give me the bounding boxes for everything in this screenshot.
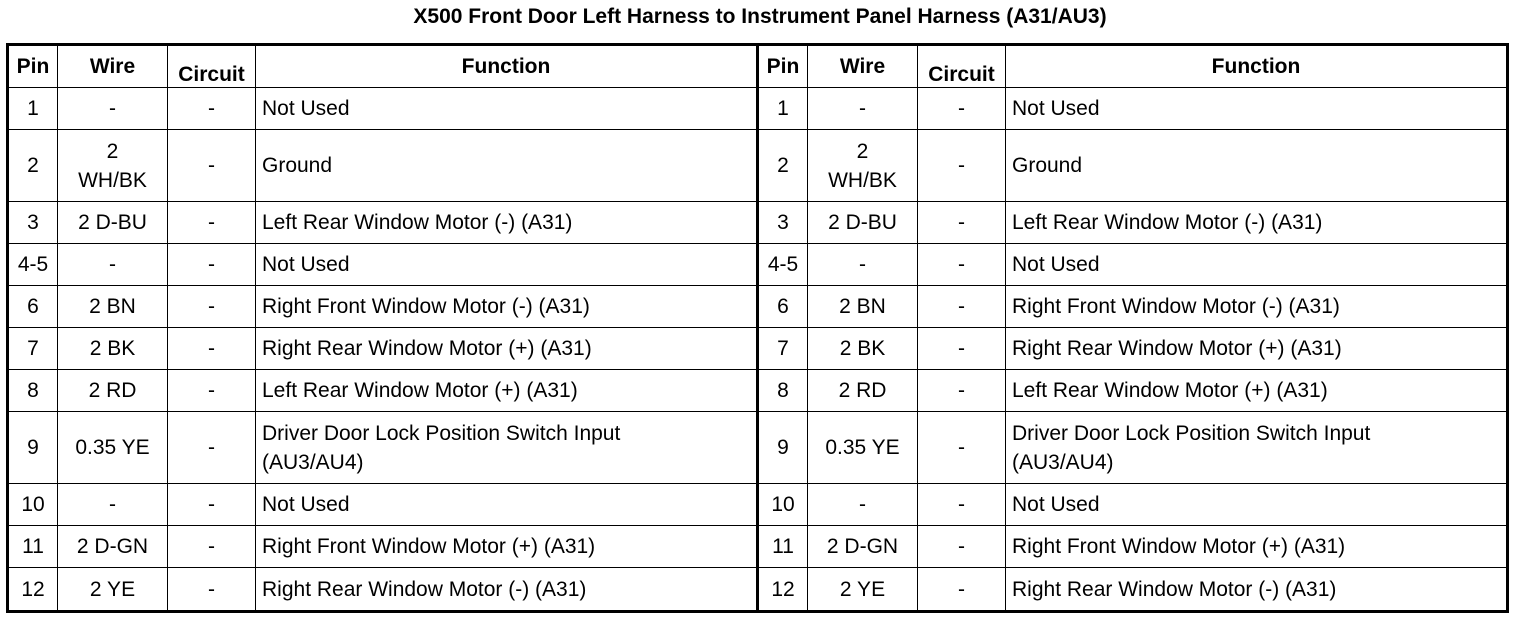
page-title: X500 Front Door Left Harness to Instrument Panel Harness (A31/AU3) — [413, 5, 1107, 28]
wire-cell: - — [58, 244, 168, 286]
pinout-table — [6, 43, 1509, 613]
wire-cell: 2 RD — [58, 370, 168, 412]
header-row — [8, 45, 1508, 88]
function-cell: Right Rear Window Motor (+) (A31) — [256, 328, 758, 370]
pin-cell: 2 — [758, 130, 808, 202]
wire-cell: - — [58, 88, 168, 130]
pin-cell: 1 — [758, 88, 808, 130]
table-row — [8, 526, 1508, 568]
header-wire: Wire — [58, 45, 168, 88]
circuit-cell: - — [918, 526, 1006, 568]
table-row — [8, 328, 1508, 370]
wire-cell: 2 D-GN — [808, 526, 918, 568]
wire-cell: 2 D-BU — [58, 202, 168, 244]
function-line: (AU3/AU4) — [1012, 450, 1114, 474]
pin-cell: 11 — [758, 526, 808, 568]
header-function: Function — [1006, 45, 1508, 88]
table-row — [8, 412, 1508, 484]
function-cell: Left Rear Window Motor (+) (A31) — [256, 370, 758, 412]
pin-cell: 4-5 — [8, 244, 58, 286]
circuit-cell: - — [918, 568, 1006, 612]
pin-cell: 11 — [8, 526, 58, 568]
function-cell: Right Front Window Motor (-) (A31) — [256, 286, 758, 328]
circuit-cell: - — [918, 484, 1006, 526]
pin-cell: 4-5 — [758, 244, 808, 286]
pin-cell: 12 — [8, 568, 58, 612]
wire-cell: 2 BK — [808, 328, 918, 370]
wire-cell: 2 D-GN — [58, 526, 168, 568]
wire-color: WH/BK — [78, 168, 147, 192]
function-cell: Not Used — [1006, 88, 1508, 130]
table-row — [8, 568, 1508, 612]
circuit-cell: - — [918, 328, 1006, 370]
wire-cell: 0.35 YE — [808, 412, 918, 484]
function-cell — [1006, 412, 1508, 484]
function-line: Driver Door Lock Position Switch Input — [1012, 421, 1371, 445]
header-function: Function — [256, 45, 758, 88]
circuit-cell: - — [168, 328, 256, 370]
header-pin: Pin — [8, 45, 58, 88]
function-cell: Right Front Window Motor (+) (A31) — [1006, 526, 1508, 568]
circuit-cell: - — [918, 244, 1006, 286]
pin-cell: 8 — [758, 370, 808, 412]
wire-cell — [808, 130, 918, 202]
circuit-cell: - — [918, 412, 1006, 484]
function-cell: Right Front Window Motor (-) (A31) — [1006, 286, 1508, 328]
wire-cell: 2 YE — [808, 568, 918, 612]
function-cell: Not Used — [1006, 484, 1508, 526]
table-row — [8, 202, 1508, 244]
wire-cell — [58, 130, 168, 202]
function-cell: Not Used — [256, 244, 758, 286]
header-pin: Pin — [758, 45, 808, 88]
wire-cell: 0.35 YE — [58, 412, 168, 484]
function-cell: Left Rear Window Motor (+) (A31) — [1006, 370, 1508, 412]
table-row — [8, 88, 1508, 130]
function-cell: Not Used — [256, 88, 758, 130]
circuit-cell: - — [918, 202, 1006, 244]
function-cell: Right Front Window Motor (+) (A31) — [256, 526, 758, 568]
pin-cell: 12 — [758, 568, 808, 612]
pin-cell: 6 — [8, 286, 58, 328]
wire-gauge: 2 — [106, 139, 119, 163]
table-row — [8, 484, 1508, 526]
function-cell: Ground — [1006, 130, 1508, 202]
wire-cell: - — [808, 88, 918, 130]
wire-cell: - — [808, 244, 918, 286]
pin-cell: 3 — [8, 202, 58, 244]
circuit-cell: - — [168, 412, 256, 484]
function-line: Driver Door Lock Position Switch Input — [262, 421, 621, 445]
circuit-cell: - — [168, 370, 256, 412]
function-cell: Ground — [256, 130, 758, 202]
circuit-cell: - — [168, 568, 256, 612]
pin-cell: 10 — [758, 484, 808, 526]
wire-cell: 2 BN — [58, 286, 168, 328]
wire-cell: 2 BN — [808, 286, 918, 328]
wire-color: WH/BK — [828, 168, 897, 192]
circuit-cell: - — [168, 526, 256, 568]
wire-gauge: 2 — [856, 139, 869, 163]
circuit-cell: - — [168, 202, 256, 244]
function-cell: Not Used — [1006, 244, 1508, 286]
circuit-cell: - — [918, 88, 1006, 130]
pin-cell: 9 — [8, 412, 58, 484]
pin-cell: 2 — [8, 130, 58, 202]
header-circuit: Circuit — [918, 45, 1006, 88]
function-cell: Not Used — [256, 484, 758, 526]
function-cell: Right Rear Window Motor (+) (A31) — [1006, 328, 1508, 370]
wire-cell: - — [808, 484, 918, 526]
circuit-cell: - — [168, 484, 256, 526]
circuit-cell: - — [168, 130, 256, 202]
circuit-cell: - — [918, 370, 1006, 412]
wire-cell: 2 YE — [58, 568, 168, 612]
table-row — [8, 130, 1508, 202]
pin-cell: 3 — [758, 202, 808, 244]
pin-cell: 7 — [758, 328, 808, 370]
header-circuit: Circuit — [168, 45, 256, 88]
wire-cell: 2 D-BU — [808, 202, 918, 244]
table-row — [8, 370, 1508, 412]
function-cell — [256, 412, 758, 484]
pin-cell: 6 — [758, 286, 808, 328]
table-row — [8, 286, 1508, 328]
function-cell: Left Rear Window Motor (-) (A31) — [1006, 202, 1508, 244]
header-wire: Wire — [808, 45, 918, 88]
pin-cell: 9 — [758, 412, 808, 484]
function-cell: Right Rear Window Motor (-) (A31) — [1006, 568, 1508, 612]
circuit-cell: - — [918, 286, 1006, 328]
function-cell: Left Rear Window Motor (-) (A31) — [256, 202, 758, 244]
wire-cell: 2 RD — [808, 370, 918, 412]
circuit-cell: - — [168, 244, 256, 286]
wire-cell: - — [58, 484, 168, 526]
pin-cell: 10 — [8, 484, 58, 526]
table-row — [8, 244, 1508, 286]
pin-cell: 8 — [8, 370, 58, 412]
circuit-cell: - — [168, 88, 256, 130]
pin-cell: 1 — [8, 88, 58, 130]
wire-cell: 2 BK — [58, 328, 168, 370]
function-cell: Right Rear Window Motor (-) (A31) — [256, 568, 758, 612]
circuit-cell: - — [168, 286, 256, 328]
pin-cell: 7 — [8, 328, 58, 370]
circuit-cell: - — [918, 130, 1006, 202]
function-line: (AU3/AU4) — [262, 450, 364, 474]
